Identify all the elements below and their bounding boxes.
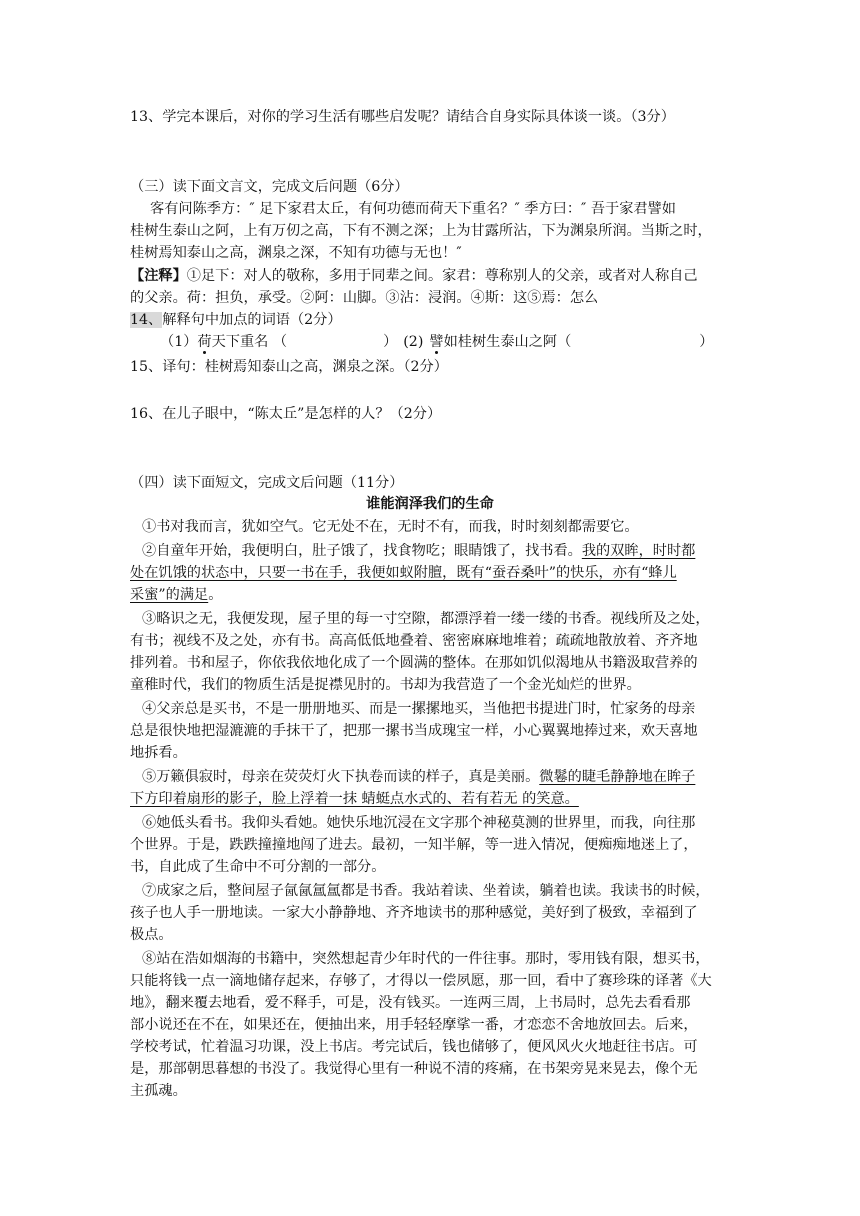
underlined-sentence: 我的双眸，时时都	[581, 543, 696, 559]
paragraph-7-line: 极点。	[130, 927, 173, 943]
paragraph-4-line: ④父亲总是买书，不是一册册地买、而是一摞摞地买，当他把书提进门时，忙家务的母亲	[142, 701, 696, 717]
classical-passage-line: 客有问陈季方：″ 足下家君太丘，有何功德而荷天下重名？″ 季方曰：″ 吾于家君譬如	[150, 201, 676, 217]
dotted-word-1: 荷	[197, 334, 212, 350]
question-15: 15、译句：桂树焉知泰山之高，渊泉之深。（2分）	[130, 359, 448, 375]
paragraph-4-line: 地拆看。	[130, 745, 187, 761]
paragraph-8-line: 只能将钱一点一滴地储存起来，存够了，才得以一偿夙愿，那一回，看中了赛珍珠的译著《大	[130, 973, 712, 989]
section-3-heading: （三）读下面文言文，完成文后问题（6分）	[130, 179, 409, 195]
annotation-label: 【注释】	[130, 268, 187, 284]
underlined-sentence: 采蜜”的满足	[130, 587, 209, 603]
paragraph-6-line: ⑥她低头看书。我仰头看她。她快乐地沉浸在文字那个神秘莫测的世界里，而我，向往那	[142, 815, 696, 831]
paragraph-4-line: 总是很快地把湿漉漉的手抹干了，把那一摞书当成瑰宝一样，小心翼翼地捧过来，欢天喜地	[130, 723, 698, 739]
paragraph-8-line: ⑧站在浩如烟海的书籍中，突然想起青少年时代的一件往事。那时，零用钱有限，想买书，	[142, 951, 710, 967]
item-1-close: ）	[383, 334, 398, 350]
paragraph-8-line: 主孤魂。	[130, 1083, 187, 1099]
annotation-text: ①足下：对人的敬称，多用于同辈之间。家君：尊称别人的父亲，或者对人称自己	[186, 268, 698, 284]
question-16: 16、在儿子眼中，“陈太丘”是怎样的人？（2分）	[130, 406, 442, 422]
classical-passage-line: 桂树生泰山之阿，上有万仞之高，下有不测之深；上为甘露所沾，下为渊泉所润。当斯之时，	[130, 223, 712, 239]
paragraph-6-line: 个世界。于是，跌跌撞撞地闯了进去。最初，一知半解，等一进入情况，便痴痴地迷上了，	[130, 837, 698, 853]
dotted-word-2: 譬	[429, 334, 444, 350]
paragraph-3-line: 童稚时代，我们的物质生活是捉襟见肘的。书却为我营造了一个金光灿烂的世界。	[130, 677, 641, 693]
paragraph-8-line: 部小说还在不在，如果还在，便抽出来，用手轻轻摩挲一番，才恋恋不舍地放回去。后来，	[130, 1017, 698, 1033]
paragraph-2-line: 采蜜”的满足。	[130, 587, 223, 603]
classical-passage-line: 桂树焉知泰山之高，渊泉之深，不知有功德与无也！″	[130, 245, 462, 261]
paragraph-2-line	[142, 542, 742, 560]
question-14-items	[160, 333, 760, 351]
item-2-number: (2)	[403, 334, 424, 350]
question-13: 13、学完本课后，对你的学习生活有哪些启发呢？请结合自身实际具体谈一谈。（3分）	[130, 109, 675, 125]
annotation-line: 的父亲。荷：担负，承受。②阿：山脚。③沾：浸润。④斯：这⑤焉：怎么	[130, 290, 599, 306]
paragraph-8-line: 是，那部朝思暮想的书没了。我觉得心里有一种说不清的疼痛，在书架旁晃来晃去，像个无	[130, 1061, 698, 1077]
essay-title: 谁能润泽我们的生命	[366, 496, 494, 512]
underlined-sentence: 微鬈的睫毛静静地在眸子	[539, 769, 696, 785]
paragraph-7-line: ⑦成家之后，整间屋子氤氤氲氲都是书香。我站着读、坐着读，躺着也读。我读书的时候，	[142, 883, 710, 899]
paragraph-1: ①书对我而言，犹如空气。它无处不在，无时不有，而我，时时刻刻都需要它。	[142, 519, 639, 535]
paragraph-5-text: ⑤万籁俱寂时，母亲在荧荧灯火下执卷而读的样子，真是美丽。	[142, 769, 540, 785]
annotation-line	[130, 267, 730, 285]
paragraph-2-text: ②自童年开始，我便明白，肚子饿了，找食物吃；眼睛饿了，找书看。	[142, 543, 582, 559]
question-14	[130, 311, 730, 329]
question-14-text: 解释句中加点的词语（2分）	[162, 312, 342, 328]
paragraph-3-line: 排列着。书和屋子，你依我依地化成了一个圆满的整体。在那如饥似渴地从书籍汲取营养的	[130, 655, 698, 671]
paragraph-8-line: 学校考试，忙着温习功课，没上书店。考完试后，钱也储够了，便风风火火地赶往书店。可	[130, 1039, 698, 1055]
paragraph-5-line	[142, 768, 742, 786]
paragraph-3-line: 有书；视线不及之处，亦有书。高高低低地叠着、密密麻麻地堆着；疏疏地散放着、齐齐地	[130, 633, 698, 649]
paragraph-6-line: 书，自此成了生命中不可分割的一部分。	[130, 859, 386, 875]
item-2-close: ）	[699, 334, 714, 350]
underlined-sentence: 处在饥饿的状态中，只要一书在手，我便如蚁附膻，既有“蚕吞桑叶”的快乐，亦有“蜂儿	[130, 565, 677, 581]
section-4-heading: （四）读下面短文，完成文后问题（11分）	[130, 475, 404, 491]
item-2-text: 如桂树生泰山之阿（	[443, 334, 572, 350]
paragraph-7-line: 孩子也人手一册地读。一家大小静静地、齐齐地读书的那种感觉，美好到了极致，幸福到了	[130, 905, 698, 921]
paragraph-3-line: ③略识之无，我便发现，屋子里的每一寸空隙，都漂浮着一缕一缕的书香。视线所及之处，	[142, 611, 710, 627]
item-1-number: （1）	[160, 334, 198, 350]
item-1-text: 天下重名 （	[211, 334, 288, 350]
question-number-highlight: 14、	[130, 312, 163, 328]
underlined-sentence: 下方印着扇形的影子，脸上浮着一抹 蜻蜓点水式的、若有若无 的笑意。	[130, 791, 579, 807]
paragraph-8-line: 地》，翻来覆去地看，爱不释手，可是，没有钱买。一连两三周，上书局时，总先去看看那	[130, 995, 691, 1011]
